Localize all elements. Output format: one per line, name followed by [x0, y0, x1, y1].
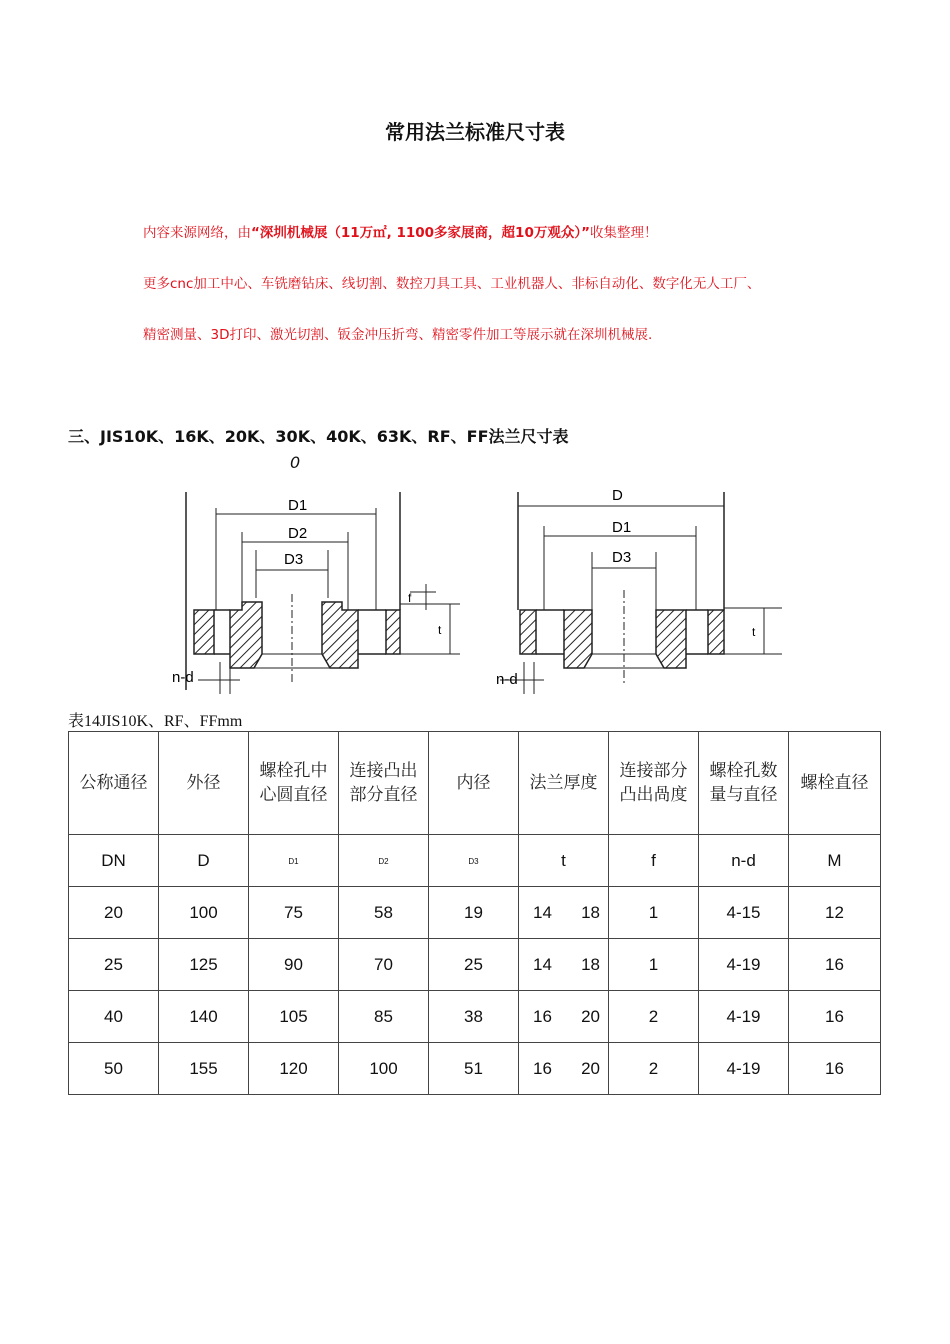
header-outer-diameter: 外径	[159, 732, 249, 835]
label-nd-right	[496, 671, 518, 688]
cell-d: 155	[159, 1043, 249, 1095]
label-d2-left	[288, 525, 307, 542]
cell-d1: 75	[249, 887, 339, 939]
cell-m: 12	[789, 887, 881, 939]
cell-t	[519, 991, 609, 1043]
cell-t	[519, 887, 609, 939]
cell-t-rf: 14	[533, 902, 552, 922]
intro-line-1-bold: “深圳机械展（11万㎡, 1100多家展商，超10万观众）”	[251, 225, 590, 241]
ff-flange-drawing	[500, 492, 782, 694]
label-d3-right-text: D3	[612, 549, 632, 566]
rf-flange-drawing	[186, 492, 460, 694]
symbol-m: M	[789, 835, 881, 887]
label-nd-left-text: n-d	[172, 669, 194, 686]
label-d1-left	[288, 497, 307, 514]
symbol-dn: DN	[69, 835, 159, 887]
cell-d2: 100	[339, 1043, 429, 1095]
label-t-right	[752, 625, 756, 639]
intro-line-1-pre: 内容来源网络，由	[143, 225, 251, 241]
header-nominal-diameter: 公称通径	[69, 732, 159, 835]
cell-f: 1	[609, 939, 699, 991]
label-d2-left-text: D2	[288, 525, 308, 542]
cell-dn: 20	[69, 887, 159, 939]
header-inner-diameter: 内径	[429, 732, 519, 835]
intro-line-2: 更多cnc加工中心、车铣磨钻床、线切割、数控刀具工具、工业机器人、非标自动化、数字化无人工厂、	[143, 276, 761, 292]
cell-f: 2	[609, 1043, 699, 1095]
cell-t-rf: 16	[533, 1058, 552, 1078]
cell-d2: 85	[339, 991, 429, 1043]
cell-d: 125	[159, 939, 249, 991]
section-mark: 0	[290, 453, 301, 472]
label-d3-right	[612, 549, 631, 566]
cell-t-ff: 20	[581, 1058, 600, 1078]
cell-d1: 105	[249, 991, 339, 1043]
flange-size-table	[68, 731, 881, 1095]
cell-nd: 4-19	[699, 991, 789, 1043]
intro-line-3: 精密测量、3D打印、激光切割、钣金冲压折弯、精密零件加工等展示就在深圳机械展.	[143, 327, 653, 343]
cell-t	[519, 1043, 609, 1095]
flange-diagram	[160, 480, 790, 702]
cell-dn: 40	[69, 991, 159, 1043]
header-bolt-circle: 螺栓孔中心圆直径	[249, 732, 339, 835]
symbol-d1	[249, 835, 339, 887]
cell-t-rf: 14	[533, 954, 552, 974]
cell-nd: 4-19	[699, 939, 789, 991]
header-bolt-diameter: 螺栓直径	[789, 732, 881, 835]
label-f-left-text: f	[408, 591, 412, 605]
label-t-left-text: t	[438, 623, 442, 637]
label-d3-left	[284, 551, 303, 568]
table-row	[69, 887, 881, 939]
cell-dn: 25	[69, 939, 159, 991]
cell-d1: 90	[249, 939, 339, 991]
label-nd-right-text: n-d	[496, 671, 518, 688]
label-nd-left	[172, 669, 194, 686]
symbol-d: D	[159, 835, 249, 887]
label-f-left	[408, 591, 412, 605]
cell-m: 16	[789, 991, 881, 1043]
symbol-nd: n-d	[699, 835, 789, 887]
cell-t-ff: 18	[581, 902, 600, 922]
label-t-left	[438, 623, 442, 637]
symbol-d2-text: D2	[378, 856, 389, 866]
table-symbol-row	[69, 835, 881, 887]
cell-d: 100	[159, 887, 249, 939]
intro-line-1-post: 收集整理！	[589, 225, 658, 241]
label-d1-right-text: D1	[612, 519, 632, 536]
cell-dn: 50	[69, 1043, 159, 1095]
cell-f: 1	[609, 887, 699, 939]
section-heading: 三、JIS10K、16K、20K、30K、40K、63K、RF、FF法兰尺寸表	[68, 427, 569, 446]
label-d1-left-text: D1	[288, 497, 308, 514]
header-raised-face-height: 连接部分凸出咼度	[609, 732, 699, 835]
cell-d2: 58	[339, 887, 429, 939]
cell-t-ff: 20	[581, 1006, 600, 1026]
header-raised-face-diameter: 连接凸出部分直径	[339, 732, 429, 835]
header-thickness: 法兰厚度	[519, 732, 609, 835]
symbol-d1-text: D1	[288, 856, 299, 866]
symbol-d3	[429, 835, 519, 887]
cell-d3: 38	[429, 991, 519, 1043]
label-d1-right	[612, 519, 631, 536]
cell-t	[519, 939, 609, 991]
cell-d: 140	[159, 991, 249, 1043]
cell-d3: 19	[429, 887, 519, 939]
symbol-d2	[339, 835, 429, 887]
intro-line-1	[143, 221, 657, 241]
cell-d1: 120	[249, 1043, 339, 1095]
page-title: 常用法兰标准尺寸表	[385, 120, 565, 144]
symbol-d3-text: D3	[468, 856, 479, 866]
table-row	[69, 939, 881, 991]
cell-nd: 4-15	[699, 887, 789, 939]
cell-t-rf: 16	[533, 1006, 552, 1026]
label-d-right	[612, 487, 623, 504]
header-bolt-holes: 螺栓孔数量与直径	[699, 732, 789, 835]
label-d3-left-text: D3	[284, 551, 304, 568]
cell-t-ff: 18	[581, 954, 600, 974]
symbol-t: t	[519, 835, 609, 887]
cell-m: 16	[789, 1043, 881, 1095]
table-row	[69, 1043, 881, 1095]
table-header-row	[69, 732, 881, 835]
cell-f: 2	[609, 991, 699, 1043]
symbol-f: f	[609, 835, 699, 887]
table-caption: 表14JIS10K、RF、FFmm	[68, 713, 243, 730]
cell-nd: 4-19	[699, 1043, 789, 1095]
cell-m: 16	[789, 939, 881, 991]
cell-d3: 25	[429, 939, 519, 991]
cell-d3: 51	[429, 1043, 519, 1095]
cell-d2: 70	[339, 939, 429, 991]
label-d-right-text: D	[612, 487, 623, 504]
label-t-right-text: t	[752, 625, 756, 639]
table-row	[69, 991, 881, 1043]
